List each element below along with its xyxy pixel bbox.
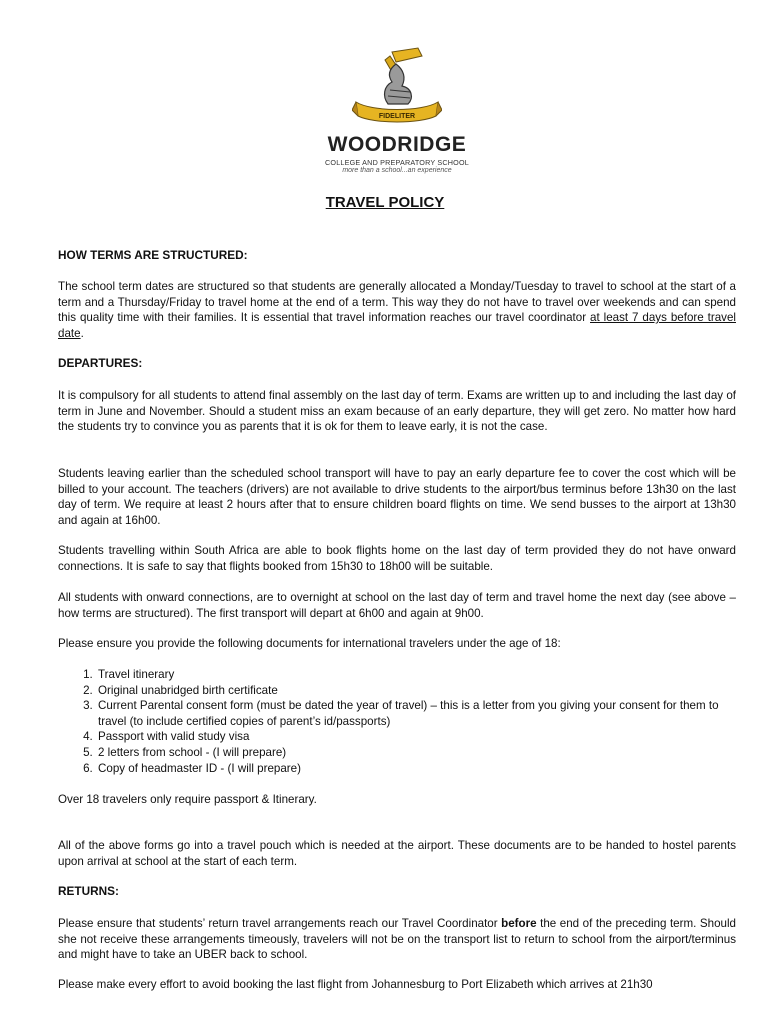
returns-text-start: Please ensure that students’ return travel arrangements reach our Travel Coordinator [58, 917, 502, 930]
departures-p7-wrap [58, 838, 736, 869]
returns-text-end: the end of the preceding term. Should she not receive these arrangements timeously, travelers will not be on the transport list to return to school from the airport/terminus and might have to take an UBER back to school. [58, 917, 736, 962]
returns-heading-wrap [58, 884, 736, 900]
school-name: WOODRIDGE [327, 133, 467, 156]
list-item: 1. Travel itinerary [96, 667, 736, 683]
terms-paragraph [58, 279, 736, 341]
terms-text: The school term dates are structured so that students are generally allocated a Monday/Tuesday to travel to school at the start of a term and a Thursday/Friday to travel home at the end of a term. This way they do not have to travel over weekends and can spend this quality time with their families. It is essential that travel information reaches our travel coordinator [58, 280, 736, 325]
returns-p2-wrap [58, 977, 736, 993]
departures-paragraph-1: It is compulsory for all students to attend final assembly on the last day of term. Exams are written up to and including the last day of term in June and November. Should a student miss an exam because of an early departure, they will get zero. No matter how hard the students try to convince you as parents that it is ok for them to leave early, it is not the case. [58, 389, 736, 434]
departures-paragraph-6: Over 18 travelers only require passport & Itinerary. [58, 793, 317, 806]
departures-paragraph-2: Students leaving earlier than the scheduled school transport will have to pay an early departure fee to cover the cost which will be billed to your account. The teachers (drivers) are not available to drive students to the airport/bus terminus before 13h30 on the last day of term. We require at least 2 hours after that to ensure children board flights on time. We send busses to the airport at 13h30 and again at 16h00. [58, 467, 736, 527]
documents-list-wrap [58, 667, 736, 776]
list-item: 3. Current Parental consent form (must be dated the year of travel) – this is a letter from you giving your consent for them to travel (to include certified copies of parent’s id/passports) [96, 698, 736, 729]
departures-p6-wrap [58, 792, 736, 808]
list-item: 2. Original unabridged birth certificate [96, 683, 736, 699]
terms-section [58, 248, 736, 264]
departures-p1-wrap [58, 388, 736, 435]
departures-heading: DEPARTURES: [58, 356, 143, 370]
school-logo [322, 46, 472, 174]
departures-p4-wrap [58, 590, 736, 621]
documents-list [58, 667, 736, 776]
terms-deadline: at least 7 days before travel date [58, 311, 736, 340]
departures-paragraph-4: All students with onward connections, are to overnight at school on the last day of term and travel home the next day (see above – how terms are structured). The first transport will depart at 6h00 and again at 9h00. [58, 591, 736, 620]
ribbon-motto: FIDELITER [378, 113, 416, 120]
crest-icon [352, 46, 442, 132]
returns-paragraph-2: Please make every effort to avoid booking the last flight from Johannesburg to Port Elizabeth which arrives at 21h30 [58, 978, 653, 991]
returns-heading: RETURNS: [58, 884, 119, 898]
page-title: TRAVEL POLICY [325, 194, 445, 211]
departures-p5-wrap [58, 636, 736, 652]
school-subtitle: COLLEGE AND PREPARATORY SCHOOL [325, 158, 469, 167]
departures-paragraph-7: All of the above forms go into a travel pouch which is needed at the airport. These documents are to be handed to hostel parents upon arrival at school at the start of each term. [58, 839, 736, 868]
terms-end: . [80, 326, 84, 340]
departures-p2-wrap [58, 466, 736, 528]
departures-paragraph-5: Please ensure you provide the following documents for international travelers under the age of 18: [58, 637, 561, 650]
terms-heading: HOW TERMS ARE STRUCTURED: [58, 248, 248, 262]
list-item: 6. Copy of headmaster ID - (I will prepare) [96, 761, 736, 777]
list-item: 5. 2 letters from school - (I will prepare) [96, 745, 736, 761]
returns-p1-wrap [58, 916, 736, 963]
school-tagline: more than a school...an experience [342, 167, 452, 174]
departures-heading-wrap [58, 356, 736, 372]
departures-paragraph-3: Students travelling within South Africa are able to book flights home on the last day of term provided they do not have onward connections. It is safe to say that flights booked from 15h30 to 18h00 will be suitable. [58, 544, 736, 573]
departures-p3-wrap [58, 543, 736, 574]
list-item: 4. Passport with valid study visa [96, 729, 736, 745]
returns-text-bold: before [501, 917, 537, 930]
